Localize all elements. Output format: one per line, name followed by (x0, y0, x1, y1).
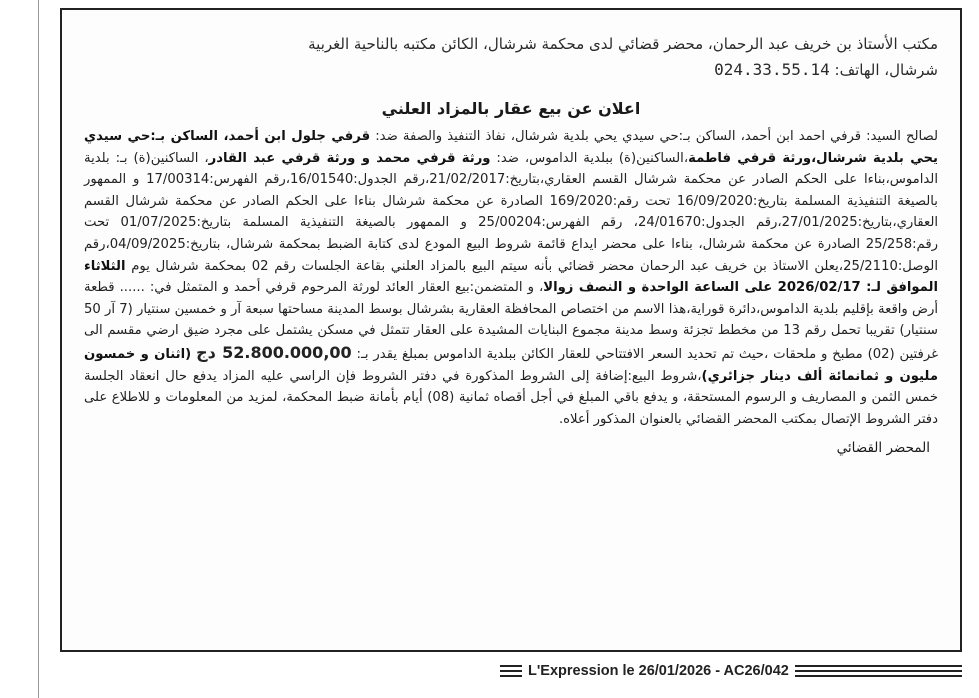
starting-price: 52.800.000,00 دج (196, 342, 352, 362)
office-address-line: مكتب الأستاذ بن خريف عبد الرحمان، محضر قضائي لدى محكمة شرشال، الكائن مكتبه بالناحية الغربية (308, 35, 938, 53)
notice-body (84, 126, 938, 430)
body-segment-3: ، الساكنين(ة) بـ: بلدية الداموس،بناءا على الحكم الصادر عن محكمة شرشال القسم العقاري،بتاريخ:21/02/2017،رقم الجدول:16/01540،رقم الفهرس:17/00314 و الممهور بالصيغة التنفيذية المسلمة بتاريخ:16/09/2020 تحت رقم:169/2020 الصادرة عن محكمة شرشال بناءا على الحكم الصادر عن محكمة شرشال القسم العقاري،بتاريخ:27/01/2025،رقم الجدول:24/01670، رقم الفهرس:25/00204 و الممهور بالصيغة التنفيذية المسلمة بتاريخ:01/07/2025 تحت رقم:25/258 الصادرة عن محكمة شرشال، بناءا على محضر ايداع قائمة شروط البيع المودع لدى كتابة الضبط بمحكمة شرشال، بتاريخ:04/09/2025،رقم الوصل:25/2110،يعلن الاستاذ بن خريف عبد الرحمان محضر قضائي بأنه سيتم البيع بالمزاد العلني بقاعة الجلسات رقم 02 بمحكمة شرشال يوم (84, 150, 939, 274)
office-phone-number: 024.33.55.14 (714, 60, 830, 79)
signature: المحضر القضائي (836, 440, 930, 457)
bailiff-office-header (84, 32, 938, 83)
body-defendant-1: قرفي جلول ابن أحمد، الساكن بـ:حي سيدي يحي بلدية شرشال،ورثة قرفي فاطمة (84, 129, 938, 166)
footer-rule-right (795, 665, 962, 677)
body-segment-1: لصالح السيد: قرفي احمد ابن أحمد، الساكن بـ:حي سيدي يحي بلدية شرشال، نفاذ التنفيذ والصفة ضد: (370, 129, 938, 144)
body-segment-4: ، و المتضمن:بيع العقار العائد لورثة المرحوم قرفي أحمد و المتمثل في: ...... قطعة أرض واقعة بإقليم بلدية الداموس،دائرة قوراية،هذا الاسم من اختصاص المحافظة العقارية بشرشال بوسط المدينة مساحتها سبعة آر و خمسين سنتيار (7 آر 50 سنتيار) تقريبا تحمل رقم 13 من مخطط تجزئة وسط مدينة مجموع البنايات المشيدة على العقار تتمثل في مسكن يشتمل على مجرد ضيق ارضي مقسم الى غرفتين (02) مطبخ و ملحقات ،حيث تم تحديد السعر الافتتاحي للعقار الكائن ببلدية الداموس بمبلغ يقدر بـ: (84, 280, 939, 362)
starting-price-words: (اثنان و خمسون مليون و ثمانمائة ألف دينار جزائري) (84, 346, 938, 384)
body-defendant-2: ورثة قرفي محمد و ورثة قرفي عبد القادر (208, 150, 491, 166)
office-phone-label: شرشال، الهاتف: (834, 61, 938, 79)
page-edge-line (38, 0, 39, 698)
office-phone-line (84, 57, 938, 83)
body-segment-5: ،شروط البيع:إضافة إلى الشروط المذكورة في دفتر الشروط فإن الراسي عليه المزاد يدفع حال انعقاد الجلسة خمس الثمن و المصاريف و الرسوم المستحقة، و يدفع باقي المبلغ في أجل أقصاه ثمانية (08) أيام بأمانة ضبط المحكمة، لمزيد من المعلومات و للاطلاع على دفتر الشروط الإتصال بمكتب المحضر القضائي بالعنوان المذكور أعلاه. (84, 368, 939, 427)
notice-title: اعلان عن بيع عقار بالمزاد العلني (381, 99, 641, 118)
footer-rule-left (500, 665, 522, 677)
publication-footer (500, 660, 962, 682)
publication-reference: L'Expression le 26/01/2026 - AC26/042 (528, 663, 789, 679)
auction-date-time: الثلاثاء الموافق لـ: 2026/02/17 على الساعة الواحدة و النصف زوالا (84, 258, 938, 296)
legal-notice-box (60, 8, 962, 652)
body-segment-2: ،الساكنين(ة) ببلدية الداموس، ضد: (490, 150, 689, 166)
